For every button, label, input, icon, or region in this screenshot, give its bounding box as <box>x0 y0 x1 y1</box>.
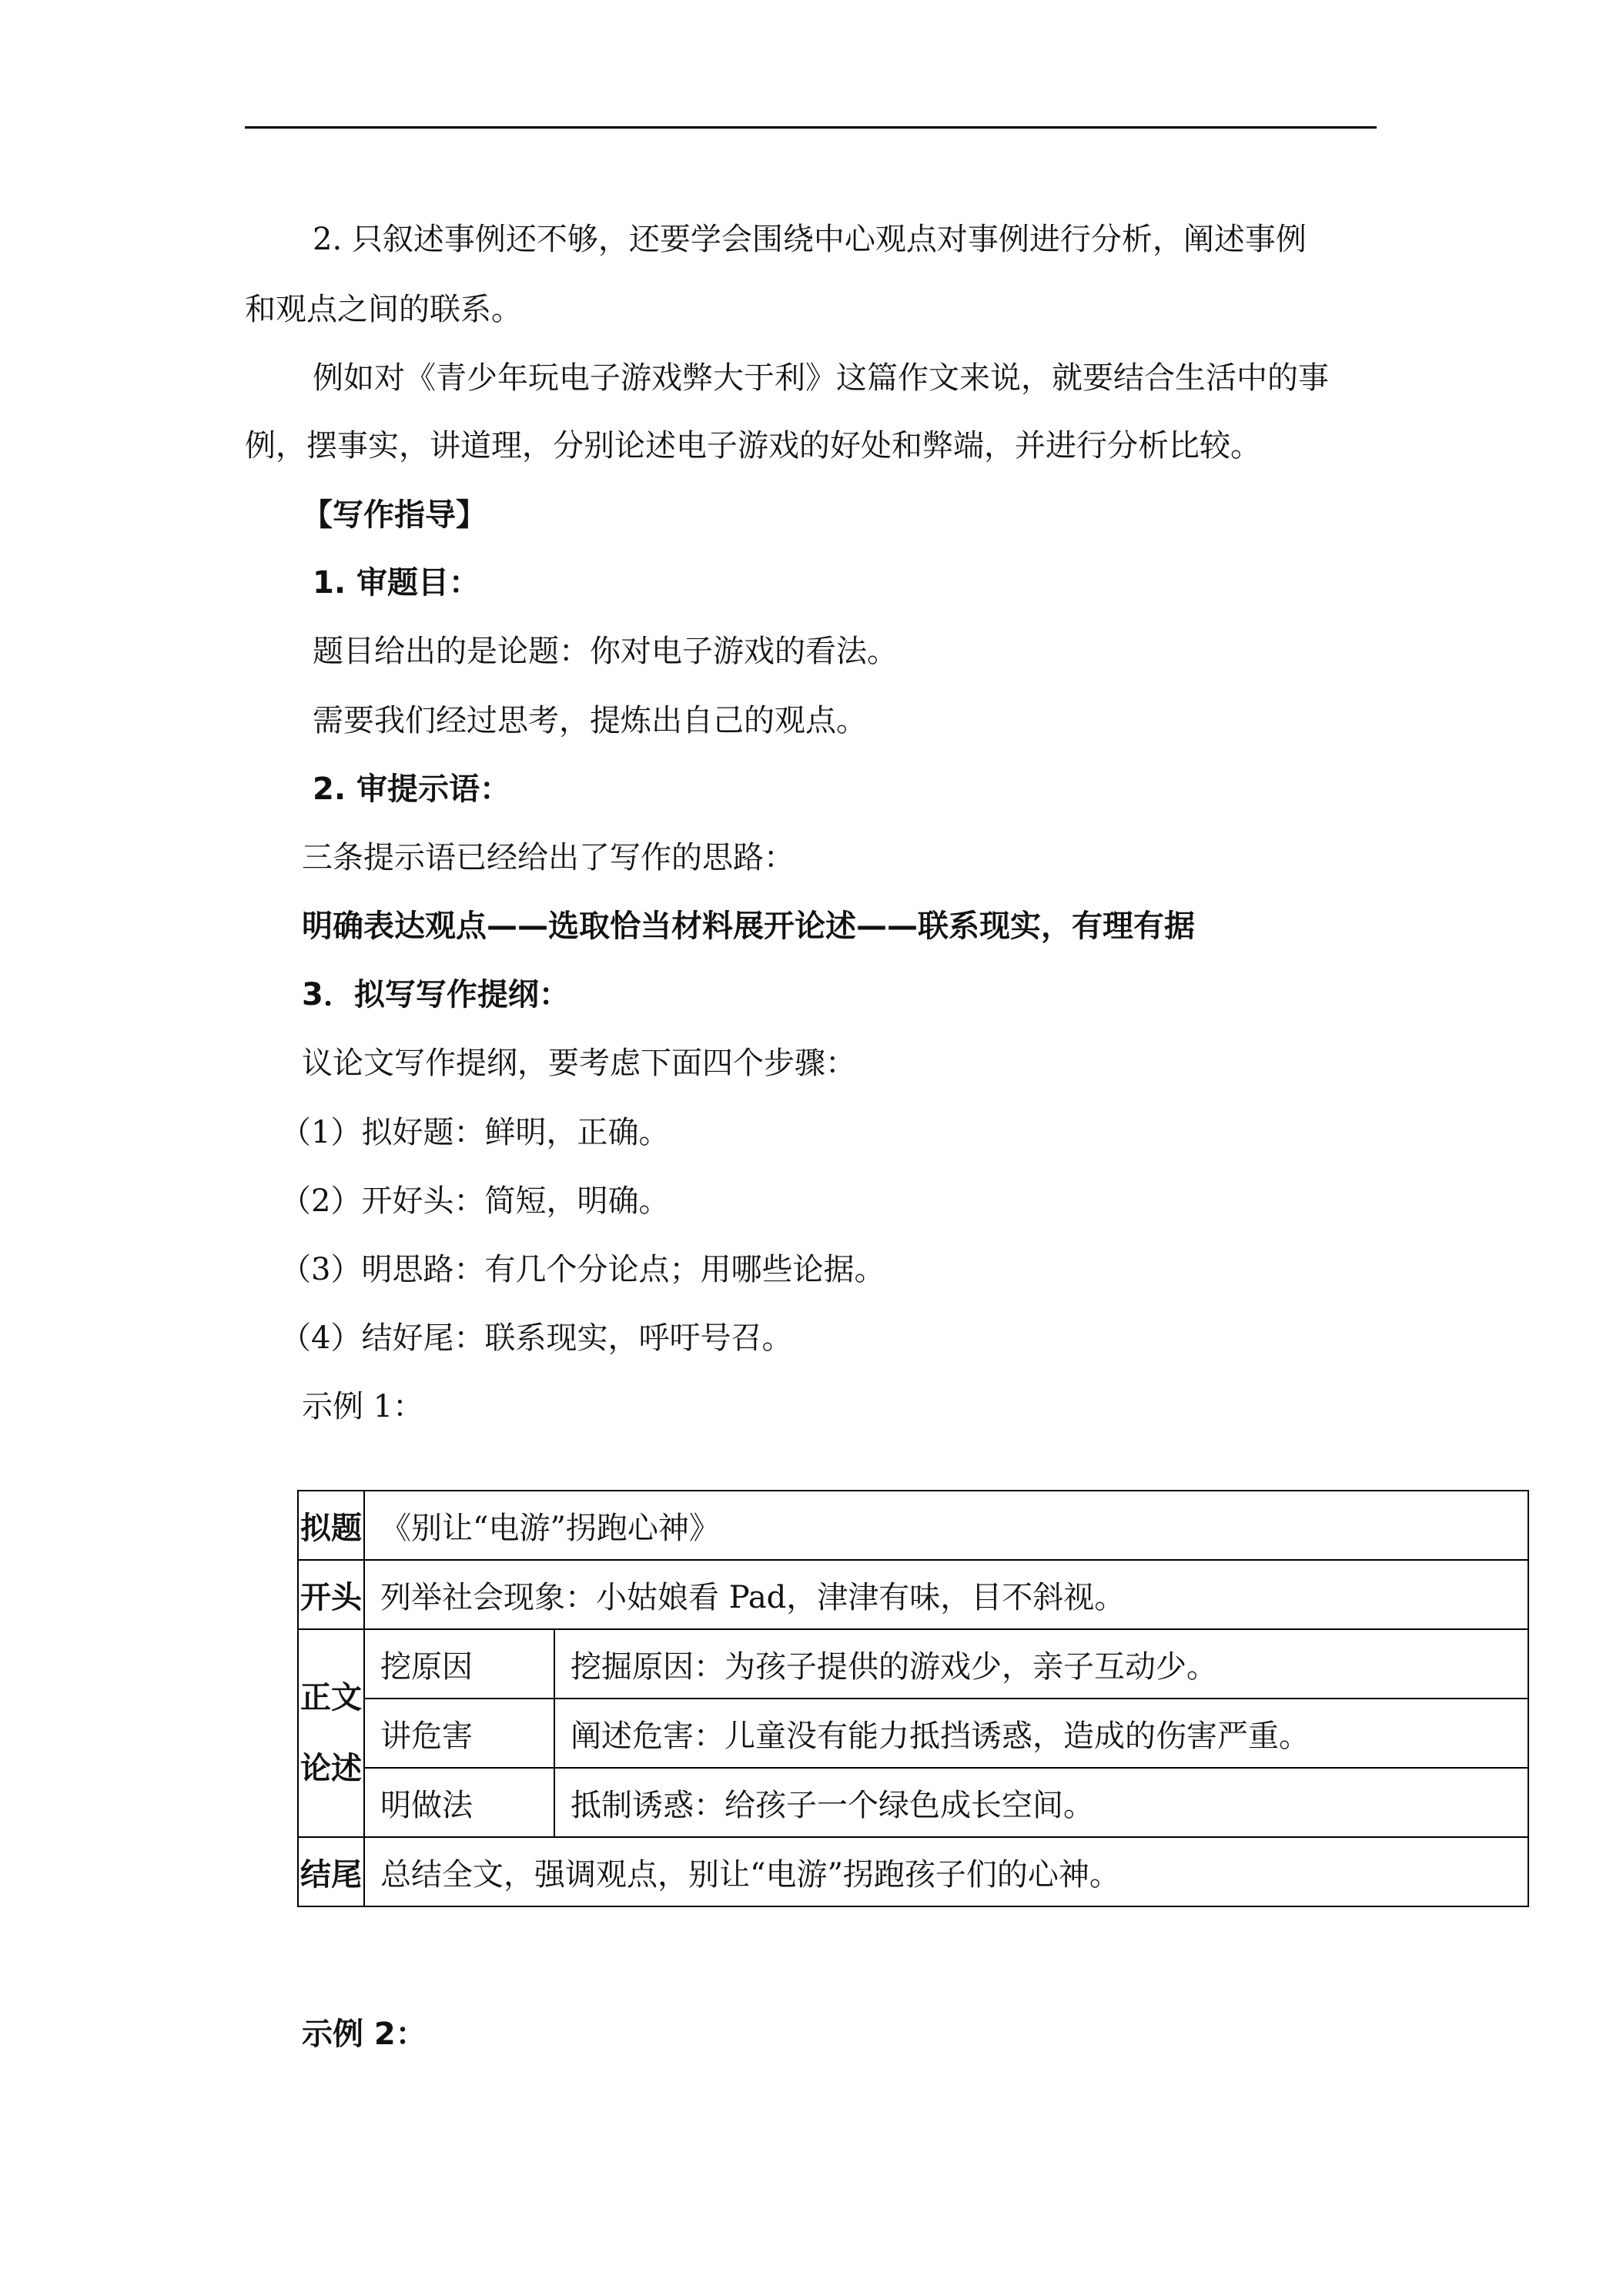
row-head-title: 拟题 <box>298 1491 364 1560</box>
body-sub-2: 讲危害 <box>364 1699 554 1768</box>
step1-title: 1. 审题目： <box>313 565 480 601</box>
table-row-opening <box>298 1560 1528 1629</box>
step1-line-2: 需要我们经过思考，提炼出自己的观点。 <box>313 703 867 738</box>
table-row-body-2 <box>298 1699 1528 1768</box>
paragraph-1-line-2: 和观点之间的联系。 <box>245 292 522 327</box>
body-text-3: 抵制诱惑：给孩子一个绿色成长空间。 <box>554 1768 1528 1837</box>
header-rule <box>245 126 1377 129</box>
step2-title: 2. 审提示语： <box>313 771 510 807</box>
example-2-label: 示例 2： <box>302 2017 427 2052</box>
row-head-body-line-2: 论述 <box>300 1751 362 1786</box>
row-head-body-line-1: 正文 <box>300 1680 362 1715</box>
row-text-title: 《别让“电游”拐跑心神》 <box>364 1491 1528 1560</box>
step1-line-1: 题目给出的是论题：你对电子游戏的看法。 <box>313 634 898 669</box>
row-text-opening: 列举社会现象：小姑娘看 Pad，津津有味，目不斜视。 <box>364 1560 1528 1629</box>
table-row-title <box>298 1491 1528 1560</box>
body-sub-1: 挖原因 <box>364 1629 554 1699</box>
row-head-opening: 开头 <box>298 1560 364 1629</box>
paragraph-2-line-2: 例，摆事实，讲道理，分别论述电子游戏的好处和弊端，并进行分析比较。 <box>245 428 1261 464</box>
step3-intro: 议论文写作提纲，要考虑下面四个步骤： <box>302 1046 856 1081</box>
example-1-label: 示例 1： <box>302 1389 424 1424</box>
body-text-1: 挖掘原因：为孩子提供的游戏少，亲子互动少。 <box>554 1629 1528 1699</box>
paragraph-1-line-1: 2. 只叙述事例还不够，还要学会围绕中心观点对事例进行分析，阐述事例 <box>313 222 1307 257</box>
outline-step-4: （4）结好尾：联系现实，呼吁号召。 <box>280 1320 793 1356</box>
table-row-ending <box>298 1837 1528 1906</box>
body-text-2: 阐述危害：儿童没有能力抵挡诱惑，造成的伤害严重。 <box>554 1699 1528 1768</box>
outline-step-1: （1）拟好题：鲜明，正确。 <box>280 1115 670 1150</box>
outline-step-2: （2）开好头：简短，明确。 <box>280 1183 670 1219</box>
step3-title: 3．拟写写作提纲： <box>302 977 570 1012</box>
step2-line-1: 三条提示语已经给出了写作的思路： <box>302 840 795 875</box>
body-sub-3: 明做法 <box>364 1768 554 1837</box>
row-head-body <box>298 1629 364 1837</box>
table-row-body-1 <box>298 1629 1528 1699</box>
section-heading: 【写作指导】 <box>302 497 487 533</box>
row-text-ending: 总结全文，强调观点，别让“电游”拐跑孩子们的心神。 <box>364 1837 1528 1906</box>
step2-flow: 明确表达观点——选取恰当材料展开论述——联系现实，有理有据 <box>302 909 1195 944</box>
table-row-body-3 <box>298 1768 1528 1837</box>
paragraph-2-line-1: 例如对《青少年玩电子游戏弊大于利》这篇作文来说，就要结合生活中的事 <box>313 360 1329 396</box>
outline-step-3: （3）明思路：有几个分论点；用哪些论据。 <box>280 1252 885 1287</box>
outline-table <box>297 1490 1529 1907</box>
row-head-ending: 结尾 <box>298 1837 364 1906</box>
